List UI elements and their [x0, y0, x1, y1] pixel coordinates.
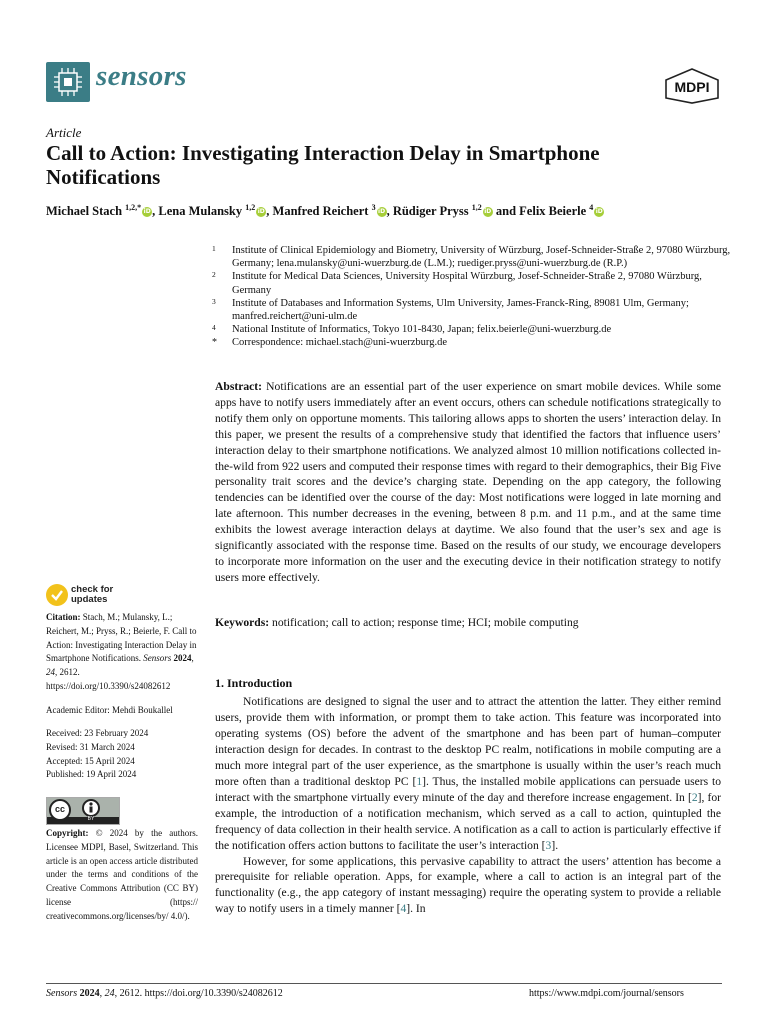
keywords-label: Keywords: [215, 616, 270, 629]
affiliations [212, 244, 732, 350]
abstract-label: Abstract: [215, 380, 263, 393]
affiliation-item: 4 National Institute of Informatics, Tokyo 101-8430, Japan; felix.beierle@uni-wuerzburg.de [212, 323, 612, 336]
author-sup: 4 [589, 203, 594, 212]
section-body [215, 694, 721, 917]
journal-name: sensors [96, 60, 187, 92]
affiliation-item: * Correspondence: michael.stach@uni-wuerzburg.de [212, 337, 448, 349]
footer-journal-url[interactable]: https://www.mdpi.com/journal/sensors [529, 988, 684, 999]
sensors-logo-icon [46, 62, 90, 102]
mdpi-logo [664, 68, 720, 104]
cc-mark: cc [54, 804, 65, 814]
author-name: Lena Mulansky [158, 204, 243, 219]
revised-date: Revised: 31 March 2024 [46, 741, 135, 752]
section-heading: 1. Introduction [215, 676, 293, 690]
orcid-icon[interactable]: iD [484, 208, 492, 216]
affiliation-item: 2 Institute for Medical Data Sciences, University Hospital Würzburg, Josef-Schneider-Straße 2, 97080 Würzburg, Germany [212, 270, 702, 296]
published-date: Published: 19 April 2024 [46, 769, 137, 780]
author-name: Michael Stach [46, 204, 123, 219]
article-title: Call to Action: Investigating Interaction Delay in Smartphone Notifications [46, 141, 600, 189]
footer-citation: Sensors 2024, 24, 2612. https://doi.org/10.3390/s24082612 [46, 988, 283, 999]
author-list: Michael Stach $^{1,2,*}$ iD, Lena Mulansky $^{1,2}$ iD, Manfred Reichert $^3$ iD, Rüdiger Pryss $^{1,2}$ iD and Felix Beierle $^4$ iD [46, 203, 603, 219]
publisher-name: MDPI [674, 79, 710, 95]
orcid-icon[interactable]: iD [143, 208, 151, 216]
orcid-icon[interactable]: iD [378, 208, 386, 216]
footer-divider [46, 983, 722, 984]
author-sup: 1,2 [471, 203, 482, 212]
author-name: Rüdiger Pryss [392, 204, 469, 219]
orcid-icon[interactable]: iD [257, 208, 265, 216]
abstract [215, 379, 721, 586]
check-line-2: updates [71, 594, 108, 605]
orcid-icon[interactable]: iD [595, 208, 603, 216]
received-date: Received: 23 February 2024 [46, 728, 149, 738]
citation-block: Citation: Stach, M.; Mulansky, L.; Reichert, M.; Pryss, R.; Beierle, F. Call to Action: Investigating Interaction Delay in Smartphone Notifications. Sensors 2024, 24, 2612. https://doi.org/10.3390/s24082612 [46, 612, 197, 691]
dates-block [46, 727, 198, 782]
check-icon [46, 584, 68, 606]
keywords-text: notification; call to action; response time; HCI; mobile computing [272, 616, 579, 629]
affiliation-item: 1 Institute of Clinical Epidemiology and Biometry, University of Würzburg, Josef-Schneider-Straße 2, 97080 Würzburg, Germany; lena.mulansky@uni-wuerzburg.de (L.M.); ruediger.pryss@uni-wuerzburg.de (R.P.) [212, 244, 731, 270]
cc-by-label: BY [87, 816, 95, 822]
affiliation-item: 3 Institute of Databases and Information Systems, Ulm University, James-Franck-Ring, 89081 Ulm, Germany; manfred.reichert@uni-ulm.de [212, 296, 689, 323]
reference-link[interactable]: 1 [416, 774, 423, 788]
author-sup: 1,2 [245, 203, 256, 212]
copyright-block: Copyright: © 2024 by the authors. Licensee MDPI, Basel, Switzerland. This article is an open access article distributed under the terms and conditions of the Creative Commons Attribution (CC BY) license (https:// creativecommons.org/licenses/by/ 4.0/). [46, 828, 199, 921]
cc-by-license-icon[interactable] [46, 797, 120, 825]
reference-link[interactable]: 4 [400, 902, 407, 916]
article-type: Article [46, 125, 82, 140]
check-line-1: check for [71, 584, 114, 595]
author-sup: 1,2,* [125, 203, 142, 212]
check-for-updates-button[interactable] [46, 584, 136, 608]
accepted-date: Accepted: 15 April 2024 [46, 755, 135, 766]
paragraph: However, for some applications, this pervasive capability to attract the users’ attention has become a prerequisite for reliable operation. Apps, for example, where a call to action is an integral part of the functionality (e.g., the app category of instant messaging) require the operating system to provide a reliable way to notify users in a timely manner [4]. In [215, 854, 721, 916]
academic-editor: Academic Editor: Mehdi Boukallel [46, 705, 173, 715]
abstract-text: Notifications are an essential part of the user experience on smart mobile devices. While some apps have to notify users immediately after an event occurs, others can schedule notifications strategically to notify them only on opportune moments. This tailoring allows apps to shorten the users’ interaction delay. In this paper, we present the results of a comprehensive study that identified the factors that influence users’ interaction delay to their smartphone notifications. We analyzed almost 10 million notifications collected in-the-wild from 922 users and computed their response times with regard to their demographics, their Big Five personality trait scores and the device’s charging state. Depending on the app category, the following tendencies can be identified over the course of the day: Most notifications were logged in late morning and late afternoon. This number decreases in the evening, between 8 p.m. and 11 p.m., and at the same time exhibits the lowest average interaction delays at daytime. We also found that the user’s sex and age is significantly associated with the response time. Based on the results of our study, we encourage developers to incorporate more information on the user and the executing device in their notification strategy to notify users more effectively. [215, 380, 721, 584]
keywords [215, 615, 721, 631]
reference-link[interactable]: 3 [545, 838, 552, 852]
author-sup: 3 [371, 203, 376, 212]
author-name: Felix Beierle [519, 204, 587, 219]
paragraph: Notifications are designed to signal the user and to attract the attention the latter. They either remind users, provide them with information, or prompt them to take action. This feature was incorporated into operating systems (OS) before the advent of the smartphone and has been part of human–computer interaction design for decades. In contrast to the desktop PC realm, notifications in mobile computing are a much more integral part of the user experience, as the smartphone is usually within the user’s reach much more often than a traditional desktop PC [1]. Thus, the installed mobile applications can persuade users to interact with the smartphone virtually every minute of the day and therefore increase engagement. In [2], for example, the introduction of a notification mechanism, which served as a call to action, quintupled the frequency of data collection in their health service. A notification as a call to action is particularly effective if the notification offers action buttons to facilitate the user’s interaction [3]. [215, 695, 721, 852]
author-name: Manfred Reichert [272, 204, 369, 219]
reference-link[interactable]: 2 [691, 790, 698, 804]
